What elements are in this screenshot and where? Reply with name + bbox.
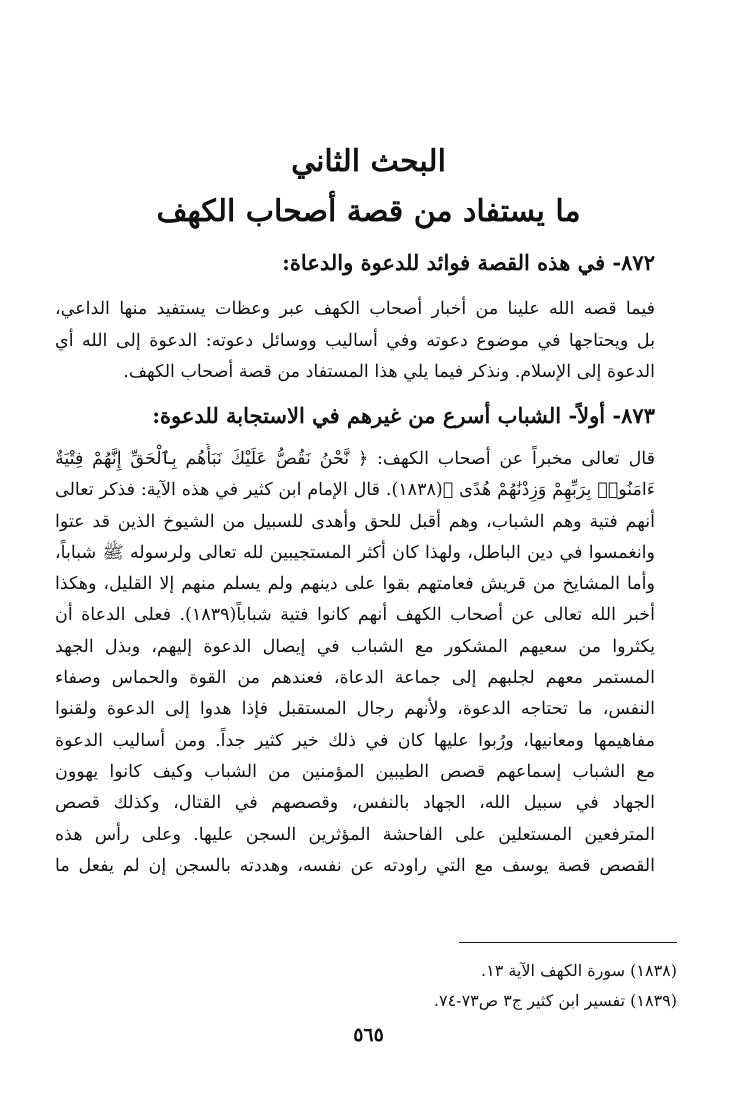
- section-title: البحث الثاني: [291, 144, 446, 179]
- footnote-1838: (١٨٣٨) سورة الكهف الآية ١٣.: [481, 961, 677, 980]
- heading-873: ٨٧٣- أولاً- الشباب أسرع من غيرهم في الاستجابة للدعوة:: [152, 403, 655, 428]
- heading-872: ٨٧٢- في هذه القصة فوائد للدعوة والدعاة:: [282, 250, 655, 275]
- paragraph-line: قال تعالى مخبراً عن أصحاب الكهف: ﴿ نَّحْنُ نَقُصُّ عَلَيْكَ نَبَأَهُم بِٱلْحَقِّ إِنَّهُمْ فِتْيَةٌ: [55, 449, 655, 469]
- paragraph-line: أنهم فتية وهم الشباب، وهم أقبل للحق وأهدى للسبيل من الشيوخ الذين قد عتوا: [55, 511, 655, 532]
- paragraph-line: المستمر معهم لجلبهم إلى جماعة الدعاة، فعندهم من القوة والحماس وصفاء: [55, 668, 655, 689]
- paragraph-line: فيما قصه الله علينا من أخبار أصحاب الكهف عبر وعظات يستفيد منها الداعي،: [55, 299, 655, 319]
- section-subtitle: ما يستفاد من قصة أصحاب الكهف: [156, 194, 581, 229]
- paragraph-line: ءَامَنُوا۟ بِرَبِّهِمْ وَزِدْنَٰهُمْ هُدًى ﴾(١٨٣٨). قال الإمام ابن كثير في هذه الآية: فذكر تعالى: [55, 480, 655, 501]
- paragraph-line: مع الشباب إسماعهم قصص الطيبين المؤمنين من الشباب وكيف كانوا يهوون: [55, 761, 655, 782]
- paragraph-line: وانغمسوا في دين الباطل، ولهذا كان أكثر المستجيبين لله تعالى ولرسوله ﷺ شباباً،: [55, 542, 655, 563]
- paragraph-line: مفاهيمها ومعانيها، ورُبوا عليها كان في ذلك خير كثير جداً. ومن أساليب الدعوة: [55, 730, 655, 751]
- footnote-divider: [459, 942, 677, 943]
- paragraph-line: المترفعين المستعلين على الفاحشة المؤثرين السجن عليها. وعلى رأس هذه: [55, 824, 655, 845]
- page-number: ٥٦٥: [353, 1024, 384, 1046]
- paragraph-line: القصص قصة يوسف مع التي راودته عن نفسه، وهددته بالسجن إن لم يفعل ما: [55, 855, 655, 876]
- paragraph-line: الدعوة إلى الإسلام. ونذكر فيما يلي هذا المستفاد من قصة أصحاب الكهف.: [123, 362, 655, 382]
- paragraph-line: الجهاد في سبيل الله، الجهاد بالنفس، وقصصهم في القتال، وكذلك قصص: [55, 793, 655, 814]
- paragraph-872: [55, 294, 655, 389]
- paragraph-line: النفس، ما تحتاجه الدعوة، ولأنهم رجال المستقبل فإذا هدوا إلى الدعوة ولقنوا: [55, 699, 655, 720]
- paragraph-line: وأما المشايخ من قريش فعامتهم بقوا على دينهم ولم يسلم منهم إلا القليل، وهكذا: [55, 574, 655, 595]
- footnote-1839: (١٨٣٩) تفسير ابن كثير ج٣ ص٧٣-٧٤.: [433, 991, 677, 1010]
- paragraph-873: [55, 444, 655, 882]
- paragraph-line: يكثروا من سعيهم المشكور مع الشباب في إيصال الدعوة إليهم، وبذل الجهد: [55, 636, 655, 657]
- paragraph-line: بل ويحتاجها في موضوع دعوته وفي أساليب ووسائل دعوته: الدعوة إلى الله أي: [55, 330, 655, 351]
- paragraph-line: أخبر الله تعالى عن أصحاب الكهف أنهم كانوا فتية شباباً(١٨٣٩). فعلى الدعاة أن: [55, 605, 655, 626]
